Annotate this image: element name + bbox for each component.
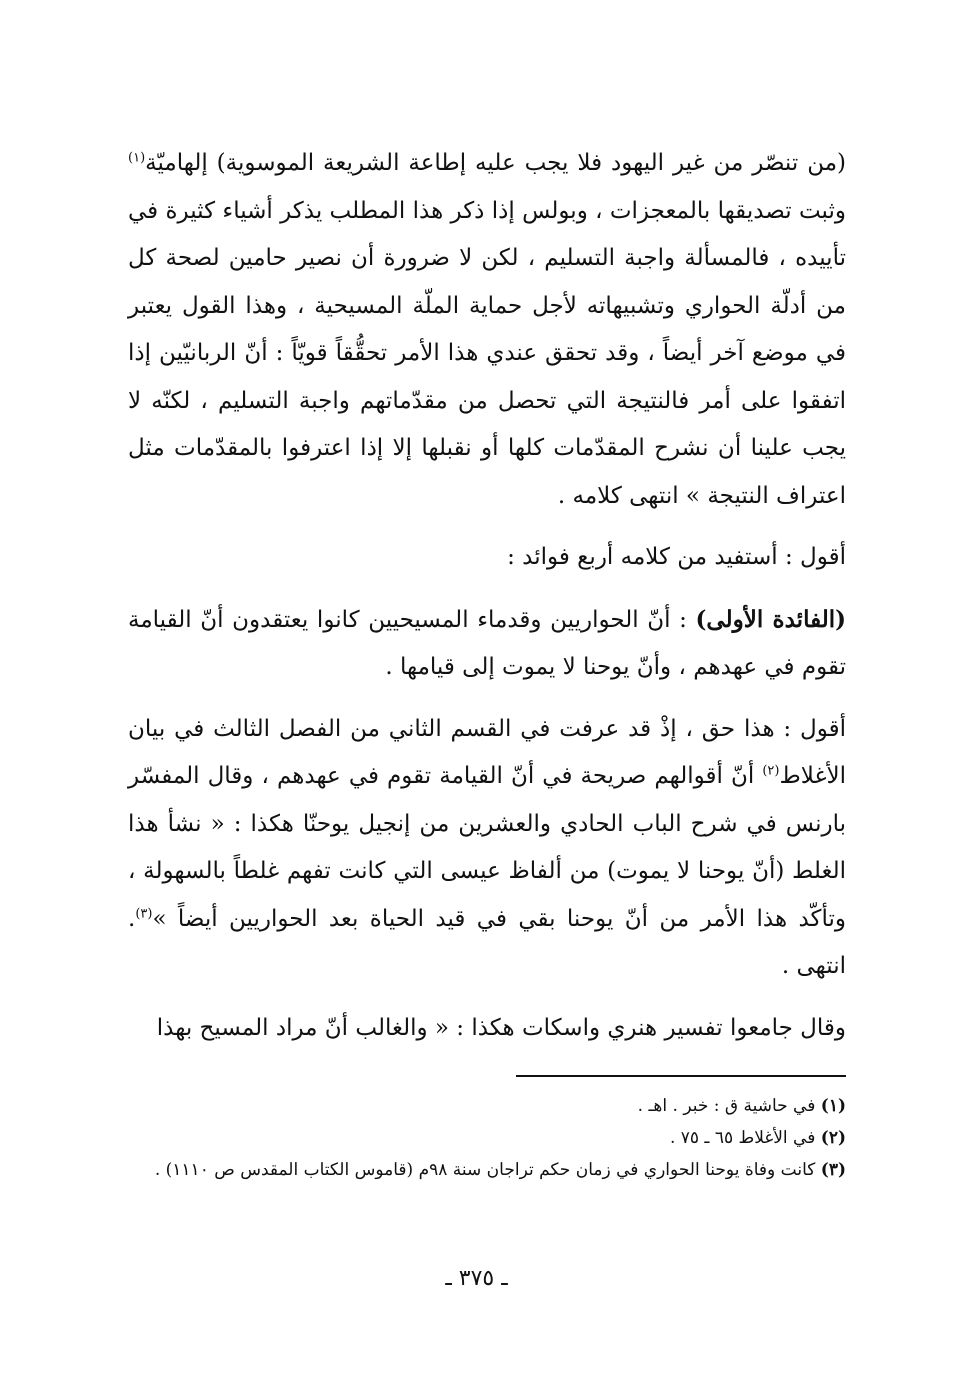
paragraph-5-text: وقال جامعوا تفسير هنري واسكات هكذا : « والغالب أنّ مراد المسيح بهذا <box>156 1014 846 1041</box>
paragraph-3 <box>128 596 846 692</box>
footnote-2 <box>128 1122 846 1154</box>
paragraph-1-text: (من تنصّر من غير اليهود فلا يجب عليه إطاعة الشريعة الموسوية) إلهاميّة <box>145 150 846 176</box>
footnote-1-number: (١) <box>820 1096 846 1116</box>
footnote-1 <box>128 1090 846 1122</box>
first-benefit-heading: (الفائدة الأولى) <box>695 605 846 633</box>
paragraph-4-text: أقول : هذا حق ، إذْ قد عرفت في القسم الثاني من الفصل الثالث في بيان الأغلاط <box>128 715 846 789</box>
paragraph-3-text: : أنّ الحواريين وقدماء المسيحيين كانوا يعتقدون أنّ القيامة تقوم في عهدهم ، وأنّ يوحنا لا يموت إلى قيامها . <box>128 606 846 680</box>
footnotes <box>128 1090 846 1186</box>
footnote-3 <box>128 1154 846 1186</box>
paragraph-5 <box>128 1005 846 1053</box>
paragraph-1-tail: وثبت تصديقها بالمعجزات ، وبولس إذا ذكر هذا المطلب يذكر أشياء كثيرة في تأييده ، فالمسألة واجبة التسليم ، لكن لا ضرورة أن نصير حامين لصحة كل من أدلّة الحواري وتشبيهاته لأجل حماية الملّة المسيحية ، وهذا القول يعتبر في موضع آخر أيضاً ، وقد تحقق عندي هذا الأمر تحقُّقاً قويّاً : أنّ الربانيّين إذا اتفقوا على أمر فالنتيجة التي تحصل من مقدّماتهم واجبة التسليم ، لكنّه لا يجب علينا أن نشرح المقدّمات كلها أو نقبلها إلا إذا اعترفوا بالمقدّمات مثل اعتراف النتيجة » انتهى كلامه . <box>128 197 846 509</box>
footnote-ref-2: (٢) <box>762 763 780 779</box>
footnote-3-number: (٣) <box>820 1160 846 1180</box>
paragraph-2-text: أقول : أستفيد من كلامه أربع فوائد : <box>507 544 846 570</box>
paragraph-4-tail: أنّ أقوالهم صريحة في أنّ القيامة تقوم في عهدهم ، وقال المفسّر بارنس في شرح الباب الحادي والعشرين من إنجيل يوحنّا هكذا : « نشأ هذا الغلط (أنّ يوحنا لا يموت) من ألفاظ عيسى التي كانت تفهم غلطاً بالسهولة ، وتأكّد هذا الأمر من أنّ يوحنا بقي في قيد الحياة بعد الحواريين أيضاً » <box>128 763 846 932</box>
footnote-3-text: كانت وفاة يوحنا الحواري في زمان حكم تراجان سنة ٩٨م (قاموس الكتاب المقدس ص ١١١٠) . <box>154 1160 821 1180</box>
footnote-divider <box>516 1075 846 1077</box>
main-text <box>128 140 846 1052</box>
footnote-2-text: في الأغلاط ٦٥ ـ ٧٥ . <box>669 1128 821 1148</box>
page-number: ـ ٣٧٥ ـ <box>445 1266 508 1291</box>
footnote-2-number: (٢) <box>820 1128 846 1148</box>
footnote-ref-3: (٣) <box>135 905 153 921</box>
footnote-1-text: في حاشية ق : خبر . اهـ . <box>637 1096 821 1116</box>
paragraph-4 <box>128 706 846 991</box>
footnote-ref-1: (١) <box>128 150 146 166</box>
paragraph-1 <box>128 140 846 520</box>
paragraph-4-tail-2: . انتهى . <box>128 905 846 979</box>
paragraph-2 <box>128 534 846 582</box>
